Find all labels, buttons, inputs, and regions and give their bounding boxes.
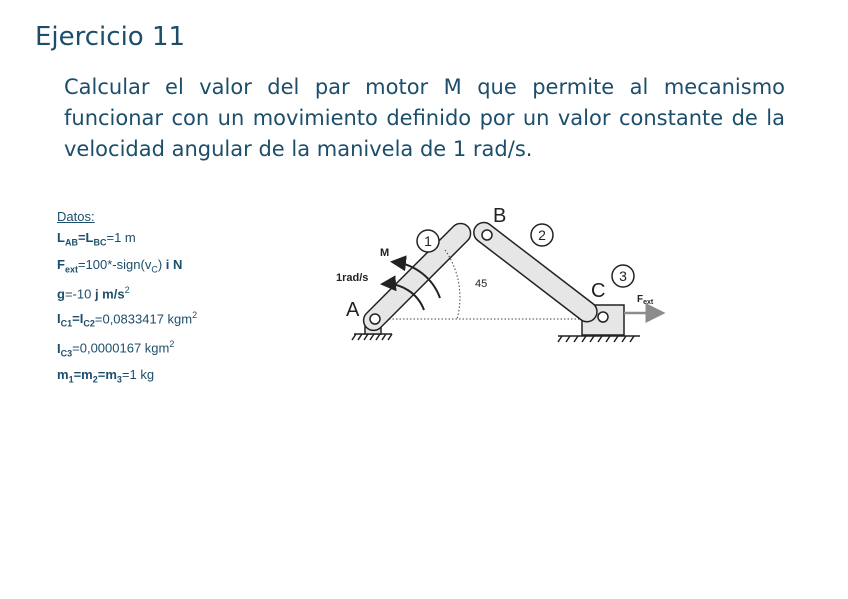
data-inertia-12: $I_{C1}=I_{C2}=0,0833417$ kgm$^2$ <box>57 309 198 329</box>
data-lengths: $L_{AB}=L_{BC}=1$ m <box>57 230 136 248</box>
link-1-label: 1 <box>424 233 432 249</box>
pin-a <box>370 314 380 324</box>
page-title: Ejercicio 11 <box>35 22 186 52</box>
pin-b <box>482 230 492 240</box>
data-list <box>57 206 197 391</box>
moment-label: M <box>380 247 390 259</box>
ground-support-a <box>352 334 392 340</box>
pin-c <box>598 312 608 322</box>
data-force: $F_{ext}=100*-sign(v_C)$ i N <box>57 256 183 275</box>
data-header: Datos: <box>57 209 95 224</box>
point-c-label: C <box>591 280 606 302</box>
problem-statement: Calcular el valor del par motor M que permite al mecanismo funcionar con un movimiento definido por un valor constante de la velocidad angular de la manivela de 1 rad/s. <box>64 75 785 161</box>
ground-support-c <box>558 336 640 342</box>
data-inertia-3: $I_{C3}=0,0000167$ kgm$^2$ <box>57 339 175 359</box>
data-gravity: g=-10 j $m/s^2$ <box>57 285 130 302</box>
data-masses: $m_1=m_2=m_3=1$ kg <box>57 367 155 385</box>
link-2-label: 2 <box>538 227 546 243</box>
point-b-label: B <box>493 205 507 227</box>
point-a-label: A <box>346 299 360 321</box>
omega-label: 1rad/s <box>336 272 369 284</box>
mechanism-diagram <box>330 200 690 350</box>
force-label: $F_{ext}$ <box>637 294 654 306</box>
angle-label: 45 <box>475 278 488 290</box>
link-3-label: 3 <box>619 268 627 284</box>
